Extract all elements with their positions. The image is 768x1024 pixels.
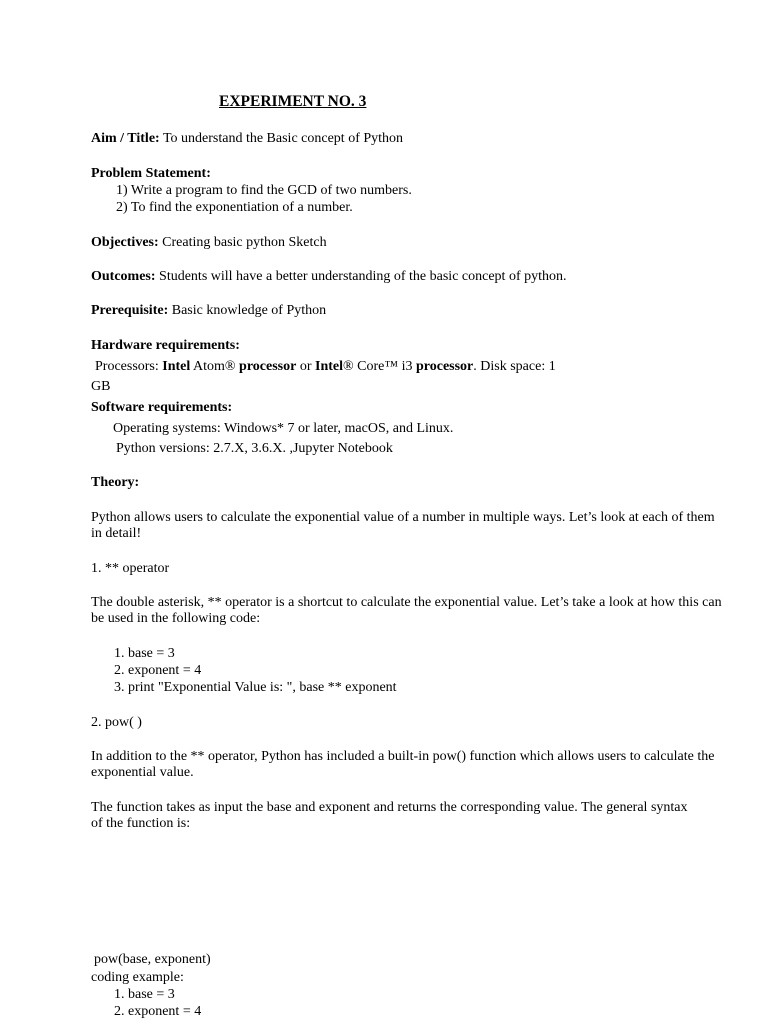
code-line: 1. base = 3 [114,646,175,661]
prerequisite-label: Prerequisite: [91,303,169,318]
aim-text: To understand the Basic concept of Python [159,131,404,146]
theory-intro-line: in detail! [91,526,142,541]
outcomes-line [91,268,567,285]
aim-line [91,130,403,147]
objectives-label: Objectives: [91,235,159,250]
section-desc-line: The function takes as input the base and exponent and returns the corresponding value. The general syntax [91,800,688,815]
section-desc-line: In addition to the ** operator, Python has included a built-in pow() function which allows users to calculate the [91,749,715,764]
objectives-line [91,234,327,251]
syntax-line: pow(base, exponent) [94,952,211,967]
problem-label: Problem Statement: [91,166,211,181]
software-os: Operating systems: Windows* 7 or later, macOS, and Linux. [113,421,454,436]
hardware-disk-unit: GB [91,379,111,394]
section-desc-line: The double asterisk, ** operator is a shortcut to calculate the exponential value. Let’s take a look at how this can [91,595,722,610]
prerequisite-line [91,302,326,319]
section-heading: 2. pow( ) [91,715,142,730]
problem-item: 1) Write a program to find the GCD of two numbers. [116,183,412,198]
code-line: 3. print "Exponential Value is: ", base ** exponent [114,680,397,695]
code-line: 2. exponent = 4 [114,663,202,678]
outcomes-text: Students will have a better understanding of the basic concept of python. [155,269,567,284]
problem-item: 2) To find the exponentiation of a number. [116,200,353,215]
coding-example-label: coding example: [91,970,184,985]
prerequisite-text: Basic knowledge of Python [168,303,327,318]
code-line: 2. exponent = 4 [114,1004,202,1019]
software-label: Software requirements: [91,400,233,415]
code-line: 1. base = 3 [114,987,175,1002]
objectives-text: Creating basic python Sketch [158,235,327,250]
page-title: EXPERIMENT NO. 3 [219,93,367,110]
hardware-label: Hardware requirements: [91,338,240,353]
section-desc-line: of the function is: [91,816,191,831]
software-python: Python versions: 2.7.X, 3.6.X. ,Jupyter Notebook [116,441,393,456]
section-desc-line: exponential value. [91,765,194,780]
hardware-processors: Processors: Intel Atom® processor or Intel® Core™ i3 processor. Disk space: 1 [95,359,556,374]
section-desc-line: be used in the following code: [91,611,261,626]
outcomes-label: Outcomes: [91,269,156,284]
section-heading: 1. ** operator [91,561,170,576]
theory-label: Theory: [91,475,140,490]
theory-intro-line: Python allows users to calculate the exponential value of a number in multiple ways. Let’s look at each of them [91,510,715,525]
aim-label: Aim / Title: [91,131,160,146]
